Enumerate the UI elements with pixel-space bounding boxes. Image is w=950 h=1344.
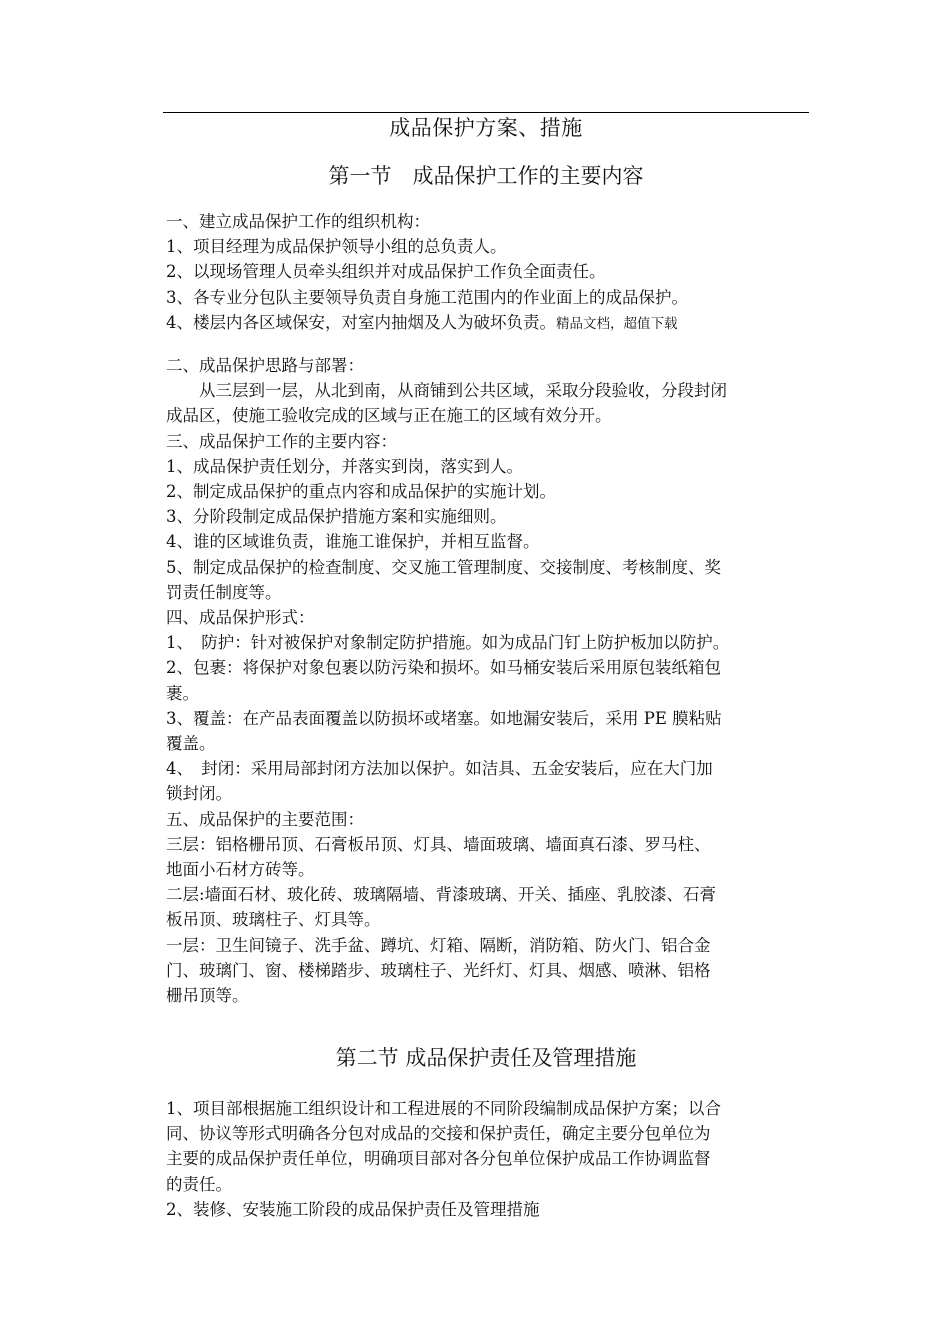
paragraph-line: 1、成品保护责任划分，并落实到岗，落实到人。	[166, 456, 523, 476]
paragraph-line: 二、成品保护思路与部署：	[166, 356, 364, 376]
document-title: 成品保护方案、措施	[389, 116, 583, 140]
paragraph-line: 4、 封闭：采用局部封闭方法加以保护。如洁具、五金安装后，应在大门加	[166, 759, 713, 779]
paragraph-line: 2、制定成品保护的重点内容和成品保护的实施计划。	[166, 482, 556, 502]
paragraph-line: 1、项目部根据施工组织设计和工程进展的不同阶段编制成品保护方案；以合	[166, 1099, 721, 1118]
paragraph-line: 罚责任制度等。	[166, 582, 282, 602]
paragraph-line: 同、协议等形式明确各分包对成品的交接和保护责任，确定主要分包单位为	[166, 1124, 711, 1144]
paragraph-line: 4、谁的区域谁负责，谁施工谁保护，并相互监督。	[166, 532, 540, 552]
section-1-heading: 第一节 成品保护工作的主要内容	[328, 164, 644, 188]
paragraph-line: 从三层到一层，从北到南，从商铺到公共区域，采取分段验收，分段封闭	[199, 381, 727, 401]
paragraph-line: 2、以现场管理人员牵头组织并对成品保护工作负全面责任。	[166, 262, 606, 282]
paragraph-line: 栅吊顶等。	[166, 986, 249, 1006]
paragraph-line: 成品区，使施工验收完成的区域与正在施工的区域有效分开。	[166, 406, 612, 426]
watermark-note: 精品文档，超值下载	[556, 315, 678, 332]
paragraph-line: 5、制定成品保护的检查制度、交叉施工管理制度、交接制度、考核制度、奖	[166, 557, 721, 577]
paragraph-line: 裹。	[166, 683, 199, 703]
paragraph-line: 五、成品保护的主要范围：	[166, 809, 364, 829]
paragraph-line: 3、分阶段制定成品保护措施方案和实施细则。	[166, 507, 507, 527]
paragraph-line: 的责任。	[166, 1174, 232, 1194]
paragraph-text: 4、楼层内各区域保安，对室内抽烟及人为破坏负责。	[166, 312, 556, 332]
paragraph-line: 一层：卫生间镜子、洗手盆、蹲坑、灯箱、隔断，消防箱、防火门、铝合金	[166, 935, 711, 955]
paragraph-line: 3、各专业分包队主要领导负责自身施工范围内的作业面上的成品保护。	[166, 287, 688, 307]
paragraph-line: 锁封闭。	[166, 784, 232, 804]
paragraph-line: 主要的成品保护责任单位，明确项目部对各分包单位保护成品工作协调监督	[166, 1149, 711, 1169]
paragraph-line: 2、包裹：将保护对象包裹以防污染和损坏。如马桶安装后采用原包装纸箱包	[166, 658, 721, 678]
paragraph-line: 一、建立成品保护工作的组织机构：	[166, 212, 430, 231]
paragraph-line: 门、玻璃门、窗、楼梯踏步、玻璃柱子、光纤灯、灯具、烟感、喷淋、铝格	[166, 960, 711, 980]
paragraph-line: 板吊顶、玻璃柱子、灯具等。	[166, 910, 381, 930]
paragraph-line: 覆盖。	[166, 734, 216, 754]
paragraph-line: 二层:墙面石材、玻化砖、玻璃隔墙、背漆玻璃、开关、插座、乳胶漆、石膏	[166, 885, 717, 905]
paragraph-line: 四、成品保护形式：	[166, 608, 315, 628]
section-1-body	[166, 209, 810, 1008]
header-rule	[163, 112, 809, 113]
paragraph-line: 地面小石材方砖等。	[166, 860, 315, 880]
paragraph-line: 三、成品保护工作的主要内容：	[166, 431, 397, 451]
paragraph-line: 1、 防护：针对被保护对象制定防护措施。如为成品门钉上防护板加以防护。	[166, 633, 730, 653]
paragraph-line: 三层：铝格栅吊顶、石膏板吊顶、灯具、墙面玻璃、墙面真石漆、罗马柱、	[166, 834, 711, 854]
section-2-heading: 第二节 成品保护责任及管理措施	[335, 1046, 637, 1070]
paragraph-line: 1、项目经理为成品保护领导小组的总负责人。	[166, 237, 507, 257]
paragraph-line	[166, 310, 810, 337]
section-2-body	[166, 1096, 810, 1222]
paragraph-line: 2、装修、安装施工阶段的成品保护责任及管理措施	[166, 1199, 540, 1219]
paragraph-line: 3、覆盖：在产品表面覆盖以防损坏或堵塞。如地漏安装后，采用 PE 膜粘贴	[166, 708, 722, 728]
